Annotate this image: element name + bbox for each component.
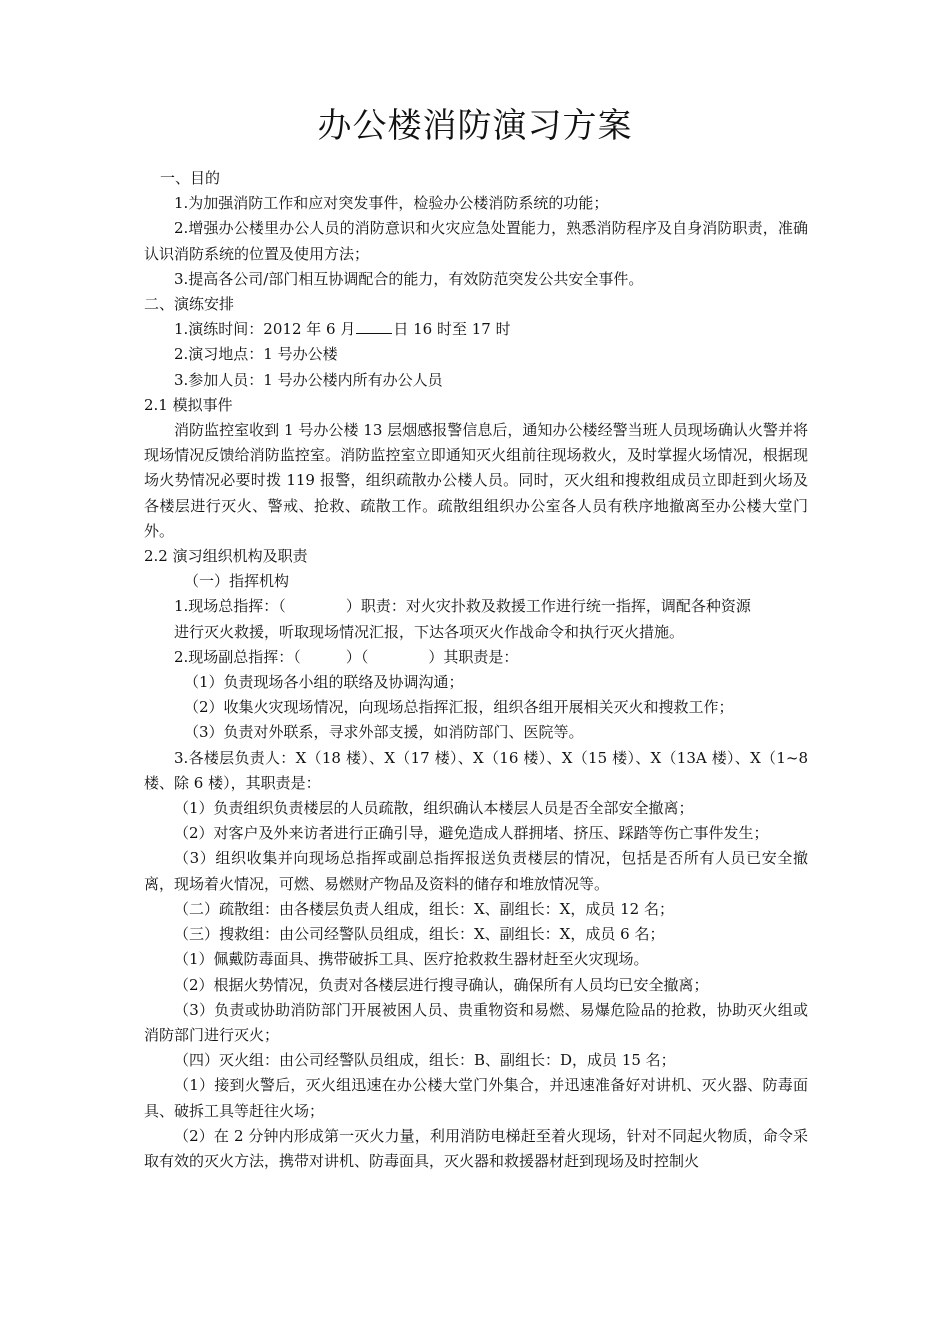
paragraph-text: 1.演练时间：2012 年 6 月	[174, 320, 356, 339]
paragraph: 二、演练安排	[144, 295, 235, 314]
paragraph: 3.各楼层负责人：X（18 楼）、X（17 楼）、X（16 楼）、X（15 楼）、X（13A 楼）、X（1~8 楼、除 6 楼），其职责是：	[144, 748, 808, 792]
paragraph: （1）负责现场各小组的联络及协调沟通；	[184, 673, 464, 692]
paragraph: 进行灭火救援，听取现场情况汇报，下达各项灭火作战命令和执行灭火措施。	[174, 622, 685, 641]
paragraph: （三）搜救组：由公司经警队员组成，组长：X、副组长：X，成员 6 名；	[174, 925, 665, 944]
paragraph: （2）对客户及外来访者进行正确引导，避免造成人群拥堵、挤压、踩踏等伤亡事件发生；	[174, 824, 769, 843]
fill-in-blank	[356, 319, 392, 334]
paragraph: 2.1 模拟事件	[144, 395, 233, 414]
paragraph: 2.2 演习组织机构及职责	[144, 547, 308, 566]
paragraph-text: 日 16 时至 17 时	[393, 320, 511, 339]
paragraph: （2）在 2 分钟内形成第一灭火力量，利用消防电梯赶至着火现场，针对不同起火物质，命令采取有效的灭火方法，携带对讲机、防毒面具，灭火器和救援器材赶到现场及时控制火	[144, 1126, 808, 1170]
document-title: 办公楼消防演习方案	[317, 106, 633, 146]
paragraph: （2）收集火灾现场情况，向现场总指挥汇报，组织各组开展相关灭火和搜救工作；	[184, 698, 734, 717]
paragraph: 3.提高各公司/部门相互协调配合的能力，有效防范突发公共安全事件。	[174, 269, 644, 288]
paragraph: （3）组织收集并向现场总指挥或副总指挥报送负责楼层的情况，包括是否所有人员已安全撤离，现场着火情况，可燃、易燃财产物品及资料的储存和堆放情况等。	[144, 849, 808, 893]
paragraph: （二）疏散组：由各楼层负责人组成，组长：X、副组长：X，成员 12 名；	[174, 899, 674, 918]
paragraph: 2.现场副总指挥：（ ）（ ）其职责是：	[174, 647, 519, 666]
paragraph: 一、目的	[160, 169, 221, 187]
paragraph: 1.现场总指挥：（ ）职责：对火灾扑救及救援工作进行统一指挥，调配各种资源	[174, 597, 751, 616]
paragraph: （3）负责对外联系，寻求外部支援，如消防部门、医院等。	[184, 723, 584, 742]
paragraph: （1）接到火警后，灭火组迅速在办公楼大堂门外集合，并迅速准备好对讲机、灭火器、防毒面具、破拆工具等赶往火场；	[144, 1076, 808, 1120]
paragraph	[144, 317, 808, 342]
paragraph: 2.增强办公楼里办公人员的消防意识和火灾应急处置能力，熟悉消防程序及自身消防职责，准确认识消防系统的位置及使用方法；	[144, 219, 808, 263]
paragraph: 消防监控室收到 1 号办公楼 13 层烟感报警信息后，通知办公楼经警当班人员现场确认火警并将现场情况反馈给消防监控室。消防监控室立即通知灭火组前往现场救火，及时掌握火场情况，根据现场火势情况必要时拨 119 报警，组织疏散办公楼人员。同时，灭火组和搜救组成员立即赶到火场及各楼层进行灭火、警戒、抢救、疏散工作。疏散组组织办公室各人员有秩序地撤离至办公楼大堂门外。	[144, 421, 808, 540]
paragraph: （四）灭火组：由公司经警队员组成，组长：B、副组长：D，成员 15 名；	[174, 1051, 676, 1070]
paragraph: （1）佩戴防毒面具、携带破拆工具、医疗抢救救生器材赶至火灾现场。	[174, 950, 649, 969]
paragraph: （2）根据火势情况，负责对各楼层进行搜寻确认，确保所有人员均已安全撤离；	[174, 975, 709, 994]
paragraph: 1.为加强消防工作和应对突发事件，检验办公楼消防系统的功能；	[174, 194, 609, 213]
paragraph: 3.参加人员：1 号办公楼内所有办公人员	[174, 370, 443, 389]
paragraph: （一）指挥机构	[184, 572, 290, 591]
paragraph: （1）负责组织负责楼层的人员疏散，组织确认本楼层人员是否全部安全撤离；	[174, 799, 694, 818]
paragraph: 2.演习地点：1 号办公楼	[174, 345, 338, 364]
paragraph: （3）负责或协助消防部门开展被困人员、贵重物资和易燃、易爆危险品的抢救，协助灭火组或消防部门进行灭火；	[144, 1000, 808, 1044]
document-body	[144, 166, 808, 1174]
